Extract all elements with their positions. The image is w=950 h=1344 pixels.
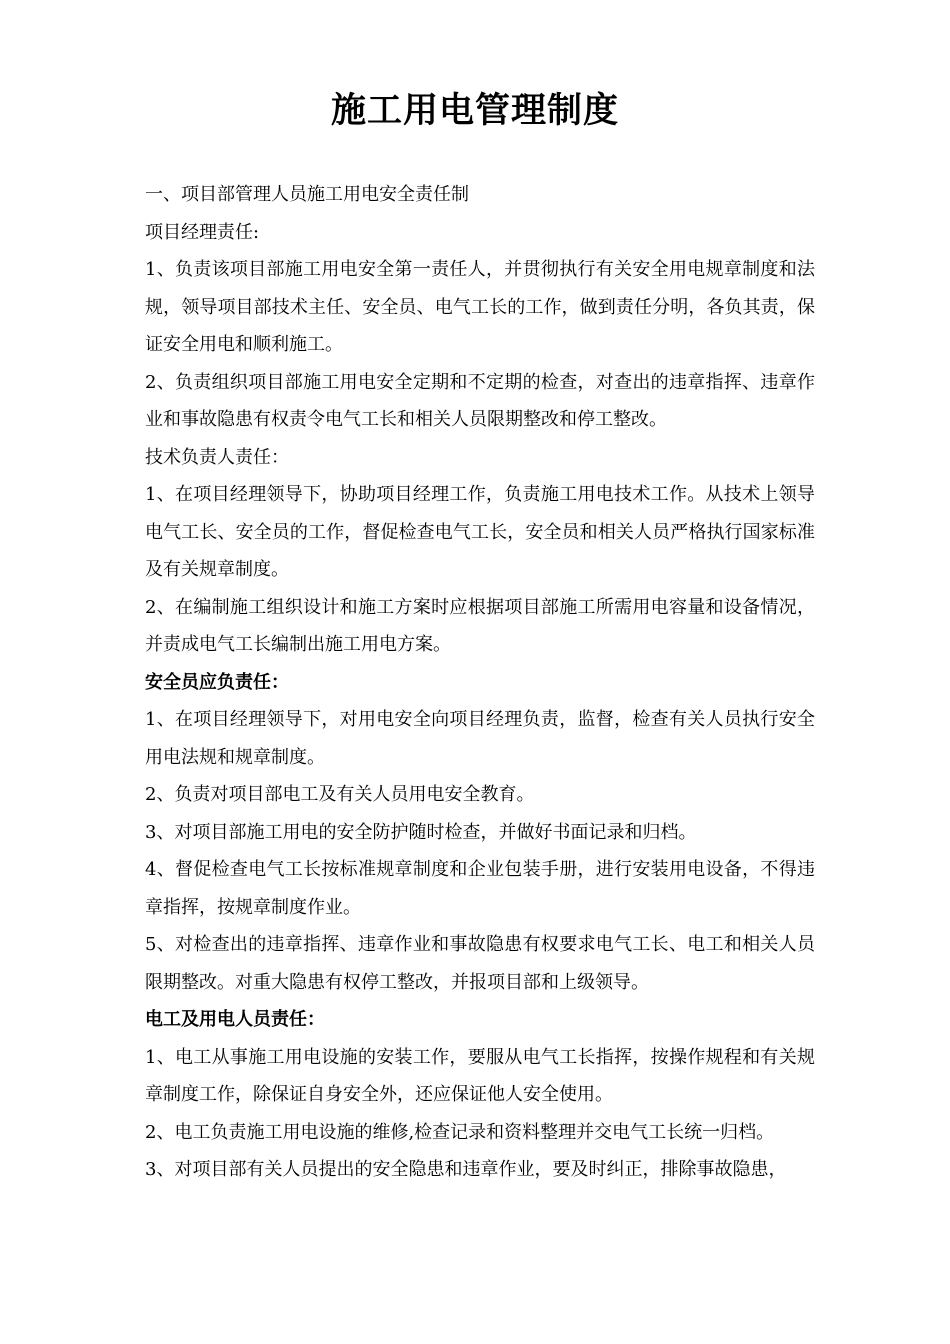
- paragraph: 5、对检查出的违章指挥、违章作业和事故隐患有权要求电气工长、电工和相关人员限期整改。对重大隐患有权停工整改，并报项目部和上级领导。: [145, 934, 815, 993]
- paragraph: 2、在编制施工组织设计和施工方案时应根据项目部施工所需用电容量和设备情况，并责成电气工长编制出施工用电方案。: [145, 596, 815, 655]
- paragraph: 1、在项目经理领导下，协助项目经理工作，负责施工用电技术工作。从技术上领导电气工长、安全员的工作，督促检查电气工长，安全员和相关人员严格执行国家标准及有关规章制度。: [145, 484, 815, 580]
- paragraph: 项目经理责任:: [145, 221, 260, 243]
- paragraph: 3、对项目部施工用电的安全防护随时检查，并做好书面记录和归档。: [145, 821, 697, 843]
- paragraph: 2、电工负责施工用电设施的维修,检查记录和资料整理并交电气工长统一归档。: [145, 1121, 775, 1143]
- paragraph: 2、负责对项目部电工及有关人员用电安全教育。: [145, 784, 535, 805]
- paragraph: 2、负责组织项目部施工用电安全定期和不定期的检查，对查出的违章指挥、违章作业和事故隐患有权责令电气工长和相关人员限期整改和停工整改。: [145, 371, 815, 430]
- document-title: 施工用电管理制度: [330, 91, 619, 131]
- paragraph: 1、负责该项目部施工用电安全第一责任人，并贯彻执行有关安全用电规章制度和法规，领导项目部技术主任、安全员、电气工长的工作，做到责任分明，各负其责，保证安全用电和顺利施工。: [145, 259, 815, 355]
- section-heading: 安全员应负责任：: [145, 671, 289, 693]
- paragraph: 1、在项目经理领导下，对用电安全向项目经理负责，监督，检查有关人员执行安全用电法规和规章制度。: [145, 709, 815, 768]
- paragraph: 4、督促检查电气工长按标准规章制度和企业包装手册，进行安装用电设备，不得违章指挥，按规章制度作业。: [145, 859, 815, 918]
- paragraph: 3、对项目部有关人员提出的安全隐患和违章作业，要及时纠正，排除事故隐患，: [145, 1159, 787, 1180]
- section-heading: 电工及用电人员责任：: [145, 1009, 325, 1030]
- paragraph: 技术负责人责任：: [145, 446, 289, 468]
- document-body: [145, 176, 815, 1189]
- paragraph: 1、电工从事施工用电设施的安装工作，要服从电气工长指挥，按操作规程和有关规章制度工作，除保证自身安全外，还应保证他人安全使用。: [145, 1046, 815, 1105]
- paragraph: 一、项目部管理人员施工用电安全责任制: [145, 184, 469, 205]
